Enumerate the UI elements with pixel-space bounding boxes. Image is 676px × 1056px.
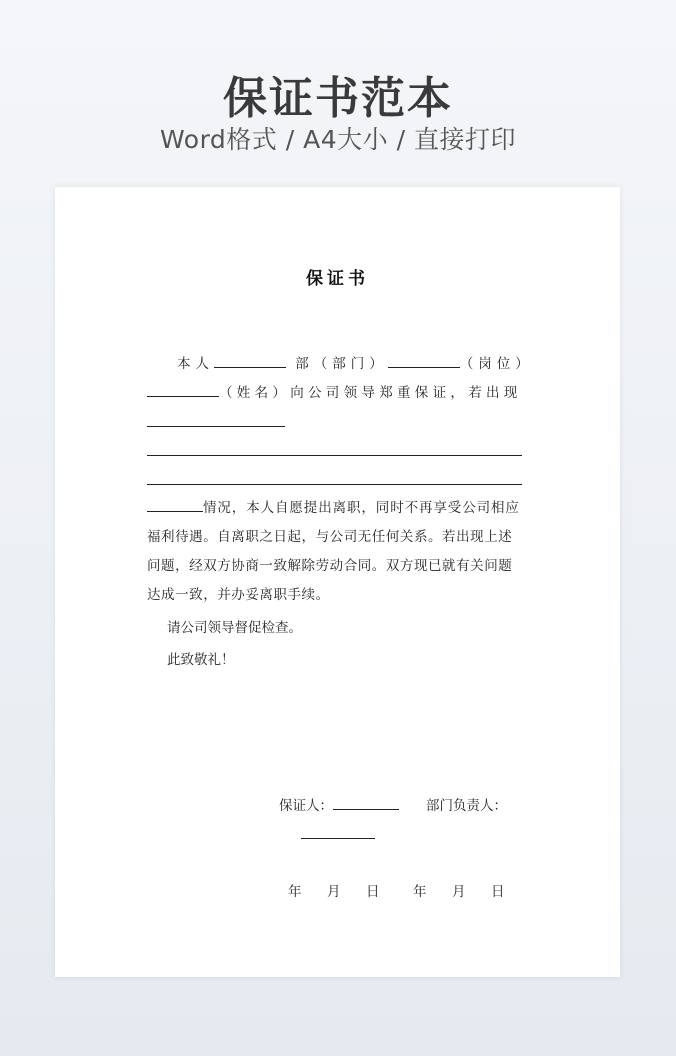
document-title: 保证书 [306, 269, 369, 289]
request-line: 请公司领导督促检查。 [167, 620, 302, 636]
paragraph-line: 问题，经双方协商一致解除劳动合同。双方现已就有关问题 [147, 558, 513, 574]
date-right: 年 月 日 [413, 884, 511, 900]
guarantor-signature [279, 794, 399, 814]
statement-prefix: 本人 [177, 356, 214, 372]
paragraph-text: 情况，本人自愿提出离职，同时不再享受公司相应 [203, 500, 520, 516]
promo-subtitle: Word格式 / A4大小 / 直接打印 [160, 125, 516, 154]
statement-line-2 [147, 381, 522, 401]
promo-title: 保证书范本 [223, 73, 453, 124]
blank-rule [301, 838, 375, 839]
paragraph-line: 福利待遇。自离职之日起，与公司无任何关系。若出现上述 [147, 529, 513, 545]
blank-rule [147, 455, 522, 456]
blank-rule [147, 426, 285, 427]
statement-name: （姓名）向公司领导郑重保证，若出现 [219, 385, 522, 401]
blank-field [388, 353, 460, 368]
blank-field [214, 353, 286, 368]
document-page [55, 187, 620, 977]
dept-head-label: 部门负责人： [426, 798, 507, 814]
blank-rule [147, 484, 522, 485]
statement-post: （岗位） [459, 356, 534, 372]
statement-line-1 [177, 352, 534, 372]
guarantor-label: 保证人： [279, 798, 333, 814]
paragraph-line: 达成一致，并办妥离职手续。 [147, 587, 330, 603]
blank-field [147, 497, 203, 512]
closing-line: 此致敬礼！ [167, 652, 235, 668]
blank-field [147, 382, 219, 397]
date-left: 年 月 日 [288, 884, 386, 900]
statement-dept: 部（部门） [295, 356, 388, 372]
paragraph-line [147, 496, 520, 516]
blank-field [333, 795, 399, 810]
